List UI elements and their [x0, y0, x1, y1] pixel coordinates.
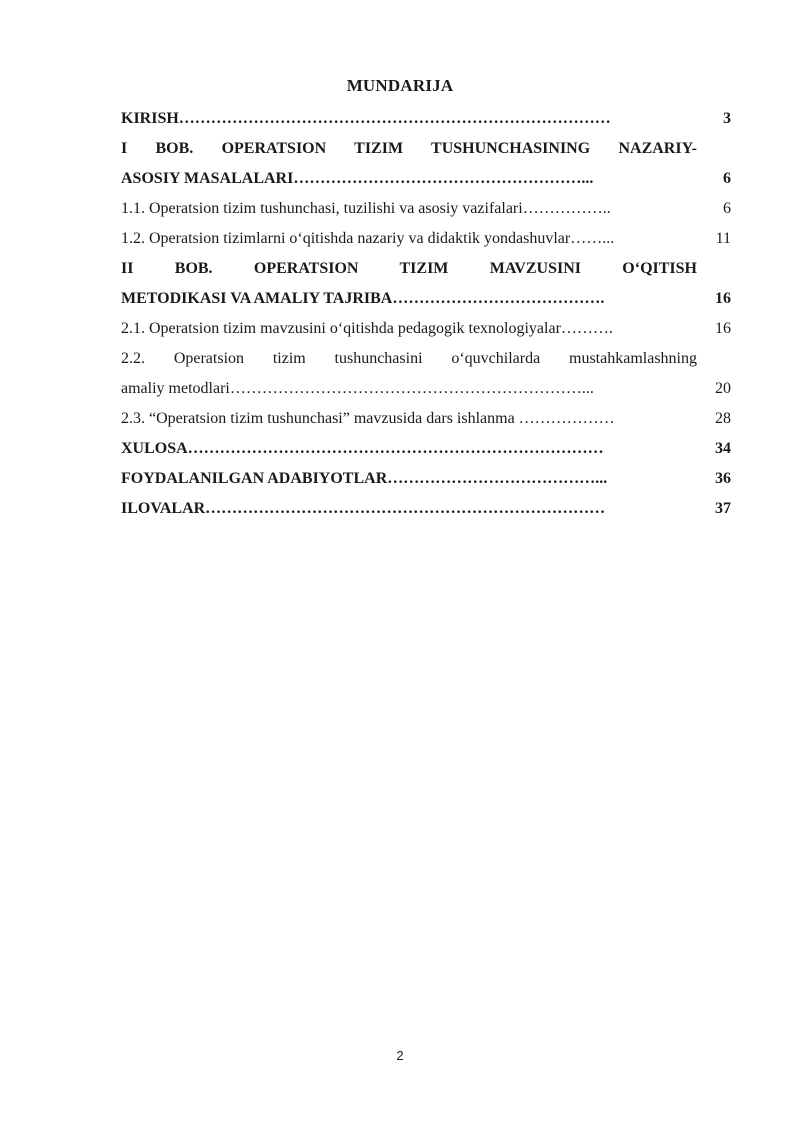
- toc-entry-text: KIRISH………………………………………………………………………: [121, 110, 611, 127]
- toc-entry-text: 2.1. Operatsion tizim mavzusini o‘qitishda pedagogik texnologiyalar……….: [121, 320, 613, 337]
- toc-entry-section-1-2: [121, 226, 733, 256]
- toc-entry-chapter-2-line-1: [121, 256, 733, 286]
- toc-entry-text: 1.1. Operatsion tizim tushunchasi, tuzilishi va asosiy vazifalari……………..: [121, 200, 611, 217]
- toc-entry-page: 16: [715, 320, 731, 337]
- toc-entry-xulosa: [121, 436, 733, 466]
- toc-entry-text: ILOVALAR…………………………………………………………………: [121, 500, 606, 517]
- toc-entry-text: 1.2. Operatsion tizimlarni o‘qitishda nazariy va didaktik yondashuvlar……...: [121, 230, 615, 247]
- page-number: 2: [396, 1048, 404, 1063]
- table-of-contents: [121, 106, 733, 526]
- toc-entry-page: 36: [715, 470, 731, 487]
- toc-entry-section-2-2-line-2: [121, 376, 733, 406]
- toc-entry-adabiyotlar: [121, 466, 733, 496]
- toc-entry-section-2-3: [121, 406, 733, 436]
- toc-entry-ilovalar: [121, 496, 733, 526]
- page-title: MUNDARIJA: [346, 76, 454, 95]
- toc-entry-text: II BOB. OPERATSION TIZIM MAVZUSINI O‘QITISH: [121, 260, 697, 277]
- toc-entry-text: 2.3. “Operatsion tizim tushunchasi” mavzusida dars ishlanma ………………: [121, 410, 615, 427]
- toc-entry-page: 3: [723, 110, 731, 127]
- toc-entry-kirish: [121, 106, 733, 136]
- toc-entry-text: FOYDALANILGAN ADABIYOTLAR…………………………………...: [121, 470, 608, 487]
- toc-entry-text: amaliy metodlari…………………………………………………………...: [121, 380, 594, 397]
- toc-entry-page: 20: [715, 380, 731, 397]
- toc-entry-text: XULOSA……………………………………………………………………: [121, 440, 604, 457]
- toc-entry-text: ASOSIY MASALALARI………………………………………………...: [121, 170, 594, 187]
- toc-entry-text: METODIKASI VA AMALIY TAJRIBA………………………………….: [121, 290, 605, 307]
- toc-entry-chapter-1-line-2: [121, 166, 733, 196]
- toc-entry-page: 11: [715, 230, 731, 247]
- toc-entry-page: 16: [715, 290, 731, 307]
- toc-entry-text: 2.2. Operatsion tizim tushunchasini o‘quvchilarda mustahkamlashning: [121, 350, 697, 367]
- toc-entry-page: 28: [715, 410, 731, 427]
- toc-entry-page: 34: [715, 440, 731, 457]
- toc-entry-section-1-1: [121, 196, 733, 226]
- toc-entry-page: 6: [723, 170, 731, 187]
- toc-entry-chapter-1-line-1: [121, 136, 733, 166]
- toc-entry-section-2-2-line-1: [121, 346, 733, 376]
- toc-entry-text: I BOB. OPERATSION TIZIM TUSHUNCHASINING NAZARIY-: [121, 140, 697, 157]
- toc-entry-page: 6: [723, 200, 731, 217]
- toc-entry-section-2-1: [121, 316, 733, 346]
- toc-entry-chapter-2-line-2: [121, 286, 733, 316]
- toc-entry-page: 37: [715, 500, 731, 517]
